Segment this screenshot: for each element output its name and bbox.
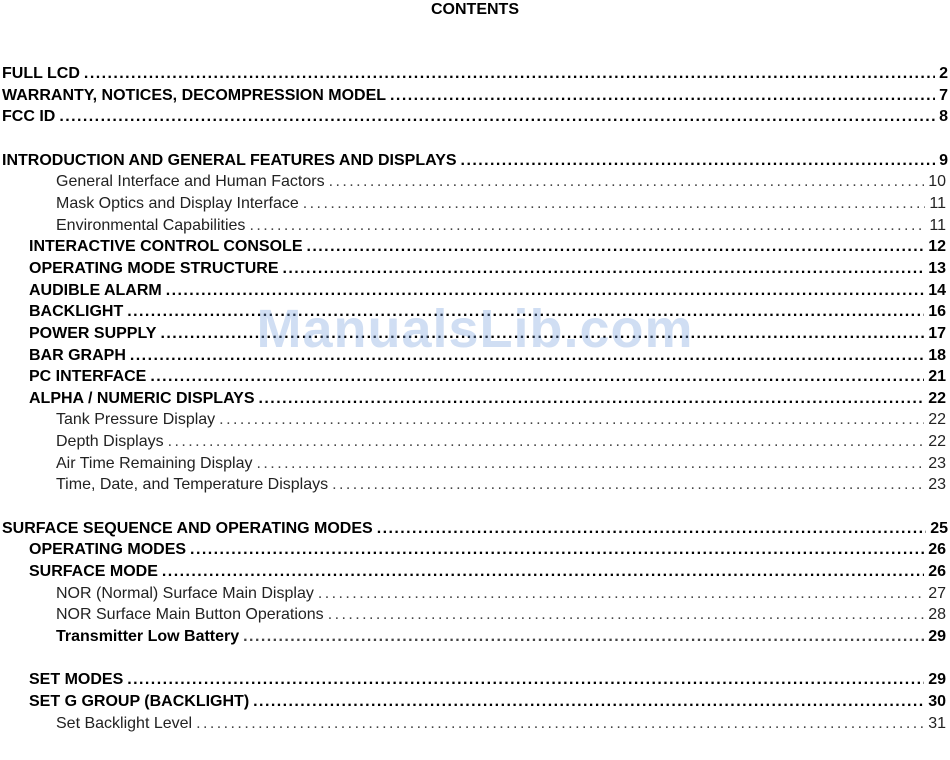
- toc-entry[interactable]: [0, 562, 946, 582]
- toc-entry-page: 8: [939, 108, 948, 125]
- toc-entry[interactable]: [0, 389, 946, 409]
- toc-entry-label: INTRODUCTION AND GENERAL FEATURES AND DISPLAYS: [2, 152, 457, 169]
- toc-entry[interactable]: [0, 410, 946, 430]
- toc-entry-page: 9: [939, 152, 948, 169]
- toc-entry-page: 27: [928, 585, 946, 602]
- toc-entry-page: 11: [929, 195, 946, 212]
- toc-entry[interactable]: [0, 454, 946, 474]
- toc-entry-page: 29: [928, 628, 946, 645]
- toc-entry-page: 14: [928, 282, 946, 299]
- toc-entry-label: Environmental Capabilities: [56, 217, 246, 234]
- leader-dots: [127, 670, 924, 690]
- toc-entry-label: ALPHA / NUMERIC DISPLAYS: [29, 390, 255, 407]
- toc-entry-label: SURFACE MODE: [29, 563, 158, 580]
- toc-entry[interactable]: [0, 714, 946, 734]
- leader-dots: [130, 346, 924, 366]
- toc-entry[interactable]: [0, 432, 946, 452]
- toc-entry-label: BACKLIGHT: [29, 303, 124, 320]
- leader-dots: [257, 454, 925, 474]
- toc-entry-label: WARRANTY, NOTICES, DECOMPRESSION MODEL: [2, 87, 387, 104]
- toc-entry[interactable]: [0, 107, 948, 127]
- leader-dots: [332, 475, 924, 495]
- leader-dots: [303, 194, 926, 214]
- toc-entry-page: 30: [928, 693, 946, 710]
- leader-dots: [329, 172, 925, 192]
- toc-entry-page: 7: [939, 87, 948, 104]
- toc-entry[interactable]: [0, 627, 946, 647]
- leader-dots: [282, 259, 924, 279]
- toc-entry-label: AUDIBLE ALARM: [29, 282, 162, 299]
- toc-entry-page: 18: [928, 347, 946, 364]
- toc-entry-page: 11: [929, 217, 946, 234]
- toc-entry-label: SET MODES: [29, 671, 124, 688]
- toc-entry[interactable]: [0, 605, 946, 625]
- page-title: CONTENTS: [431, 1, 519, 18]
- toc-entry-label: Time, Date, and Temperature Displays: [56, 476, 329, 493]
- toc-entry-page: 22: [928, 390, 946, 407]
- leader-dots: [168, 432, 925, 452]
- leader-dots: [127, 302, 924, 322]
- leader-dots: [243, 627, 924, 647]
- toc-entry-page: 31: [928, 715, 946, 732]
- watermark: ManualsLib.com: [256, 299, 694, 359]
- leader-dots: [259, 389, 925, 409]
- toc-entry-page: 26: [928, 541, 946, 558]
- leader-dots: [196, 714, 924, 734]
- toc-entry-label: General Interface and Human Factors: [56, 173, 325, 190]
- toc-entry[interactable]: [0, 584, 946, 604]
- toc-entry-page: 16: [928, 303, 946, 320]
- leader-dots: [190, 540, 924, 560]
- toc-entry[interactable]: [0, 670, 946, 690]
- toc-entry[interactable]: [0, 216, 946, 236]
- toc-entry-page: 21: [928, 368, 946, 385]
- leader-dots: [219, 410, 924, 430]
- leader-dots: [328, 605, 925, 625]
- leader-dots: [84, 64, 935, 84]
- toc-entry[interactable]: [0, 64, 948, 84]
- toc-entry-label: POWER SUPPLY: [29, 325, 157, 342]
- toc-entry-label: SURFACE SEQUENCE AND OPERATING MODES: [2, 520, 373, 537]
- leader-dots: [166, 281, 924, 301]
- toc-entry[interactable]: [0, 540, 946, 560]
- toc-entry-page: 12: [928, 238, 946, 255]
- toc-entry-page: 22: [928, 411, 946, 428]
- toc-entry-label: Depth Displays: [56, 433, 164, 450]
- toc-entry-label: OPERATING MODE STRUCTURE: [29, 260, 279, 277]
- toc-entry-page: 10: [928, 173, 946, 190]
- toc-entry[interactable]: [0, 692, 946, 712]
- toc-entry-label: SET G GROUP (BACKLIGHT): [29, 693, 250, 710]
- toc-entry-label: OPERATING MODES: [29, 541, 187, 558]
- toc-entry-page: 26: [928, 563, 946, 580]
- toc-entry-label: Mask Optics and Display Interface: [56, 195, 299, 212]
- leader-dots: [160, 324, 924, 344]
- toc-entry-page: 2: [939, 65, 948, 82]
- toc-entry[interactable]: [0, 151, 948, 171]
- leader-dots: [253, 692, 924, 712]
- toc-entry-page: 17: [928, 325, 946, 342]
- leader-dots: [249, 216, 925, 236]
- toc-entry-page: 29: [928, 671, 946, 688]
- toc-entry-label: Set Backlight Level: [56, 715, 193, 732]
- toc-entry-page: 23: [928, 476, 946, 493]
- toc-entry-page: 23: [928, 455, 946, 472]
- leader-dots: [377, 519, 927, 539]
- toc-entry-label: INTERACTIVE CONTROL CONSOLE: [29, 238, 303, 255]
- leader-dots: [162, 562, 924, 582]
- toc-entry[interactable]: [0, 475, 946, 495]
- toc-entry-page: 22: [928, 433, 946, 450]
- toc-entry-label: FULL LCD: [2, 65, 80, 82]
- toc-entry[interactable]: [0, 194, 946, 214]
- toc-entry-page: 28: [928, 606, 946, 623]
- leader-dots: [307, 237, 925, 257]
- toc-entry[interactable]: [0, 86, 948, 106]
- toc-entry[interactable]: [0, 302, 946, 322]
- leader-dots: [461, 151, 936, 171]
- toc-entry-page: 25: [930, 520, 948, 537]
- toc-entry[interactable]: [0, 519, 948, 539]
- toc-entry[interactable]: [0, 346, 946, 366]
- toc-entry[interactable]: [0, 237, 946, 257]
- toc-entry[interactable]: [0, 259, 946, 279]
- leader-dots: [59, 107, 935, 127]
- toc-entry[interactable]: [0, 367, 946, 387]
- toc-entry-label: NOR Surface Main Button Operations: [56, 606, 324, 623]
- toc-entry-label: FCC ID: [2, 108, 56, 125]
- leader-dots: [318, 584, 924, 604]
- toc-entry-label: NOR (Normal) Surface Main Display: [56, 585, 314, 602]
- toc-entry-label: Tank Pressure Display: [56, 411, 216, 428]
- toc-entry[interactable]: [0, 172, 946, 192]
- toc-entry[interactable]: [0, 281, 946, 301]
- leader-dots: [390, 86, 935, 106]
- toc-entry-label: Transmitter Low Battery: [56, 628, 240, 645]
- toc-entry[interactable]: [0, 324, 946, 344]
- leader-dots: [150, 367, 924, 387]
- toc-entry-label: Air Time Remaining Display: [56, 455, 253, 472]
- toc-entry-page: 13: [928, 260, 946, 277]
- toc-entry-label: BAR GRAPH: [29, 347, 126, 364]
- toc-entry-label: PC INTERFACE: [29, 368, 147, 385]
